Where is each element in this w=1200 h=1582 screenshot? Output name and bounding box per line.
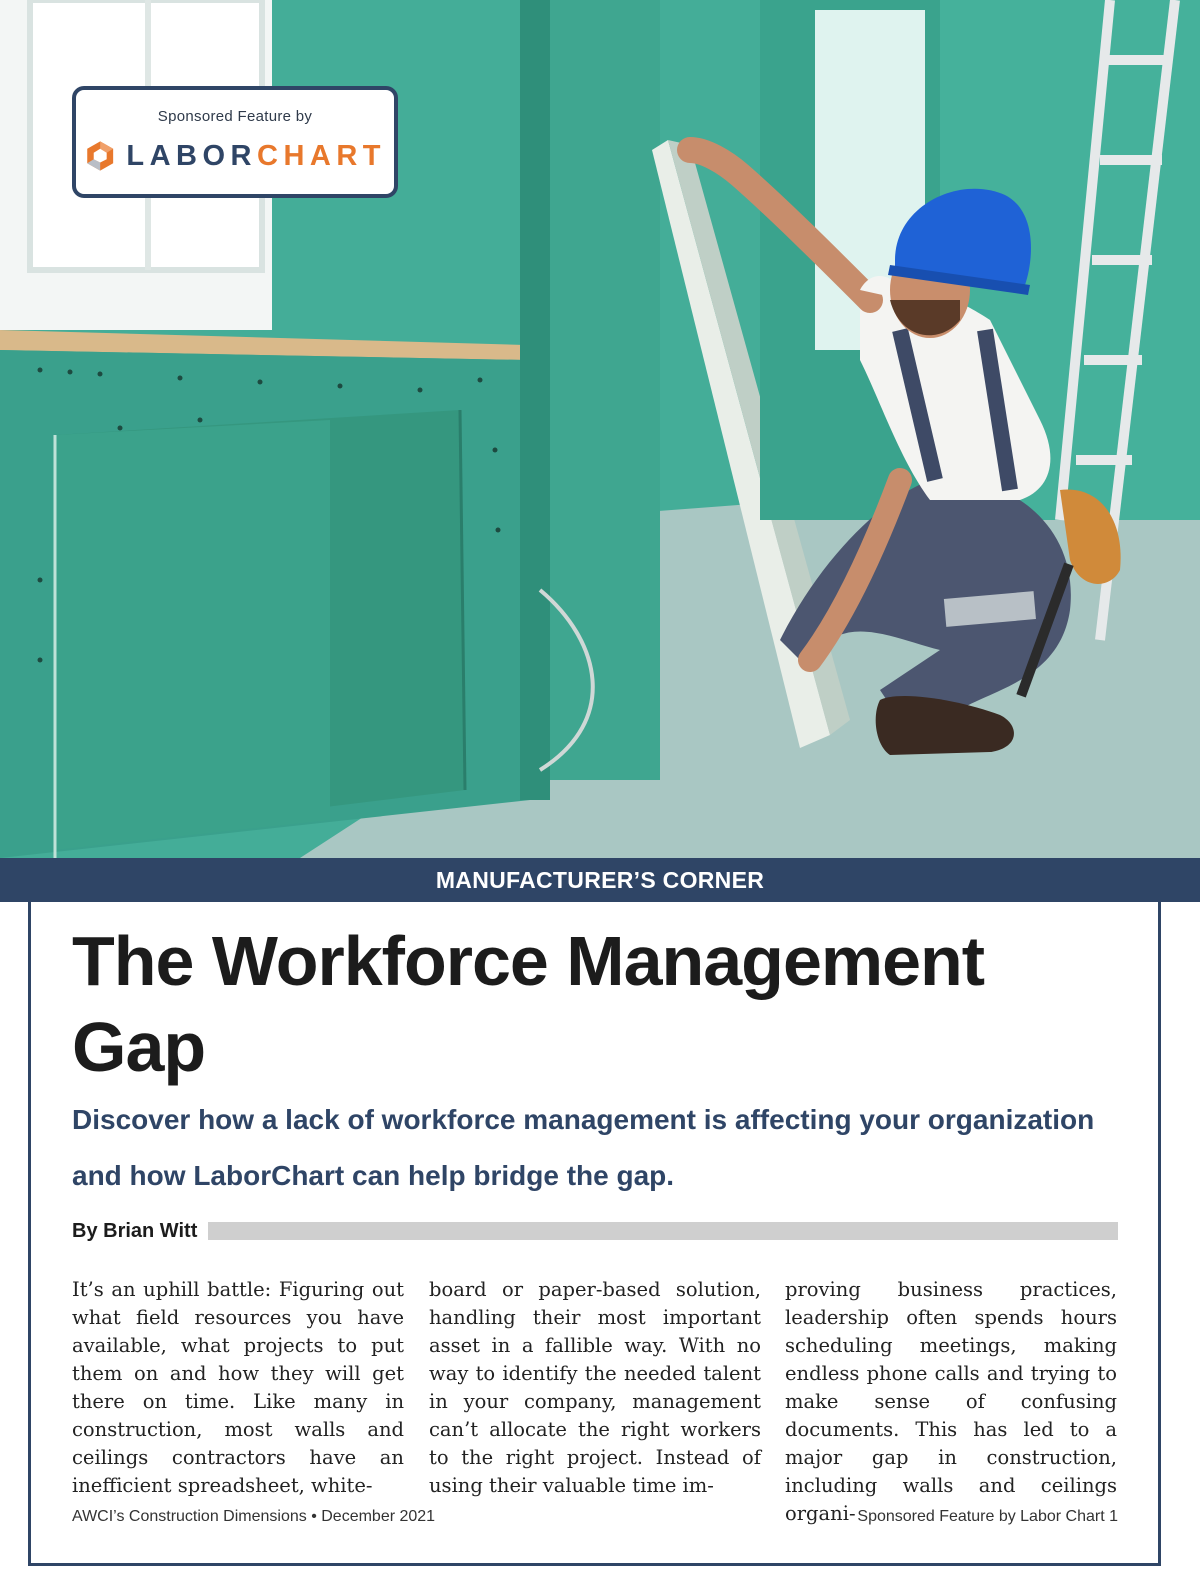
footer-sponsor-page: Sponsored Feature by Labor Chart 1	[857, 1508, 1118, 1525]
logo-word-labor: LABOR	[126, 139, 257, 172]
body-column-1: It’s an uphill battle: Figuring out what field resources you have available, what projects to put them on and how they will get there on time. Like many in construction, most walls and ceilings contractors have an inefficient spreadsheet, white-	[72, 1278, 404, 1497]
sponsor-label: Sponsored Feature by	[157, 108, 313, 125]
logo-wordmark	[126, 140, 386, 173]
byline-rule	[208, 1222, 1118, 1240]
article-subtitle: Discover how a lack of workforce management is affecting your organization and how LaborChart can help bridge the gap.	[72, 1104, 1095, 1191]
logo-word-chart: CHART	[257, 139, 386, 172]
hexagon-logo-icon	[84, 136, 116, 176]
footer-publication: AWCI’s Construction Dimensions • December 2021	[72, 1508, 436, 1525]
article-title: The Workforce Management Gap	[72, 922, 985, 1086]
body-column-3: proving business practices, leadership often spends hours scheduling meetings, making endless phone calls and trying to make sense of confusing documents. This has led to a major gap in construction, including walls and ceilings organi-	[785, 1278, 1117, 1525]
sponsor-box	[72, 86, 398, 198]
byline: By Brian Witt	[72, 1220, 198, 1242]
body-column-2: board or paper-based solution, handling their most important asset in a fallible way. With no way to identify the needed talent in your company, management can’t allocate the right workers to the right project. Instead of using their valuable time im-	[429, 1278, 761, 1497]
laborchart-logo	[84, 136, 386, 176]
section-banner: MANUFACTURER’S CORNER	[0, 858, 1200, 902]
